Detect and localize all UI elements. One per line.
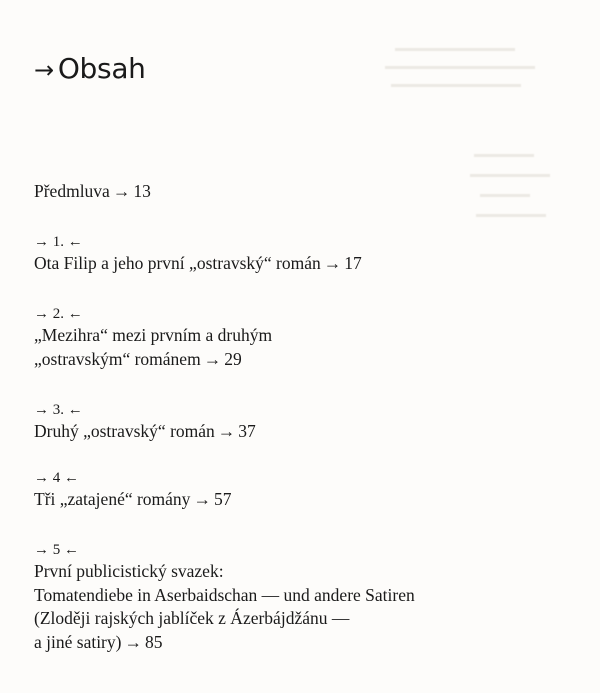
arrow-right-icon: →	[217, 421, 236, 441]
arrow-left-icon: ←	[67, 306, 83, 322]
arrow-right-icon: →	[34, 402, 49, 418]
toc-entry-line	[34, 420, 256, 444]
toc-entry-line	[34, 631, 415, 655]
chapter-number-text: 5	[52, 542, 61, 558]
chapter-number	[34, 468, 231, 488]
toc-page-number: 29	[224, 348, 242, 369]
arrow-left-icon: ←	[64, 470, 79, 486]
toc-entry-line: První publicistický svazek:	[34, 561, 224, 581]
arrow-right-icon: →	[34, 470, 49, 486]
toc-entry-chapter-3	[34, 400, 256, 444]
arrow-right-icon: →	[34, 542, 49, 558]
chapter-number	[34, 400, 256, 420]
toc-page-number: 13	[133, 181, 151, 201]
bleed-through-shape	[470, 150, 590, 240]
toc-entry-chapter-4	[34, 468, 231, 512]
toc-entry-line	[34, 488, 231, 512]
toc-entry-line: (Zloději rajských jablíček z Ázerbájdžánu —	[34, 608, 350, 628]
toc-entry-title: Předmluva	[34, 181, 110, 201]
toc-entry-title: Tři „zatajené“ romány	[34, 489, 191, 509]
toc-entry-title: Ota Filip a jeho první „ostravský“ román	[34, 253, 321, 273]
toc-entry-line	[34, 180, 151, 204]
chapter-number	[34, 232, 362, 252]
chapter-number-text: 4	[52, 470, 61, 486]
arrow-left-icon: ←	[67, 234, 83, 250]
toc-entry-title: „ostravským“ románem	[34, 348, 201, 369]
bleed-through-shape	[385, 44, 585, 124]
toc-page-number: 17	[344, 253, 362, 273]
arrow-left-icon: ←	[64, 542, 79, 558]
bleed-through-texture	[470, 150, 590, 245]
arrow-right-icon: →	[124, 631, 142, 652]
arrow-right-icon: →	[34, 306, 49, 322]
toc-entry-line	[34, 348, 272, 372]
toc-entry-chapter-5	[34, 540, 415, 654]
arrow-right-icon: →	[203, 348, 222, 369]
arrow-right-icon: →	[193, 489, 211, 509]
toc-entry-line	[34, 252, 362, 276]
chapter-number-text: 2.	[52, 306, 64, 322]
toc-entry-chapter-1	[34, 232, 362, 276]
arrow-right-icon: →	[34, 234, 49, 250]
page-title-text: Obsah	[57, 51, 146, 85]
arrow-right-icon: →	[323, 253, 342, 273]
page-title	[34, 49, 146, 90]
toc-page-number: 85	[144, 631, 163, 652]
toc-entry-chapter-2	[34, 304, 272, 371]
toc-entry-foreword	[34, 180, 151, 204]
arrow-right-icon: →	[112, 181, 131, 201]
bleed-through-texture	[385, 44, 585, 129]
toc-entry-title: Druhý „ostravský“ román	[34, 421, 215, 441]
chapter-number-text: 1.	[52, 234, 64, 250]
toc-page-number: 37	[238, 421, 256, 441]
toc-entry-line: Tomatendiebe in Aserbaidschan — und andere Satiren	[34, 584, 415, 605]
chapter-number	[34, 304, 272, 324]
toc-entry-title: a jiné satiry)	[34, 631, 122, 652]
chapter-number-text: 3.	[52, 402, 64, 418]
arrow-left-icon: ←	[67, 402, 83, 418]
toc-page-number: 57	[213, 489, 232, 509]
chapter-number	[34, 540, 415, 560]
arrow-right-icon: →	[34, 55, 54, 84]
toc-entry-line: „Mezihra“ mezi prvním a druhým	[34, 325, 273, 345]
